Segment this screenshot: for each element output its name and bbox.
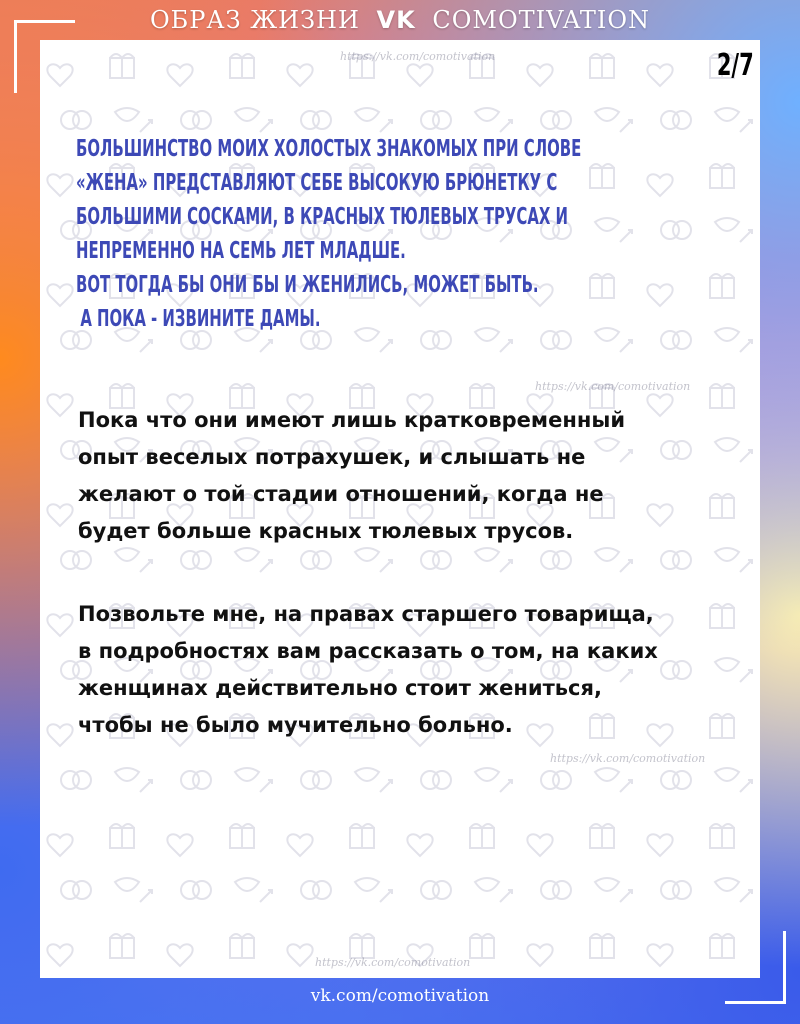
paragraph-line: в подробностях вам рассказать о том, на каких bbox=[78, 639, 658, 663]
paragraph-line: Позвольте мне, на правах старшего товарища, bbox=[78, 602, 654, 626]
brand-right-text: COMOTIVATION bbox=[432, 6, 651, 34]
paragraph-line: опыт веселых потрахушек, и слышать не bbox=[78, 445, 586, 469]
watermark-url: https://vk.com/comotivation bbox=[315, 956, 471, 969]
paragraph-1 bbox=[78, 402, 728, 550]
headline-line: А ПОКА - ИЗВИНИТЕ ДАМЫ. bbox=[80, 306, 321, 332]
headline-text bbox=[76, 132, 724, 336]
page-number: 2/7 bbox=[717, 48, 754, 83]
headline-line: НЕПРЕМЕННО НА СЕМЬ ЛЕТ МЛАДШЕ. bbox=[76, 238, 406, 264]
headline-line: БОЛЬШИМИ СОСКАМИ, В КРАСНЫХ ТЮЛЕВЫХ ТРУСАХ И bbox=[76, 204, 568, 230]
paragraph-line: женщинах действительно стоит жениться, bbox=[78, 676, 602, 700]
headline-line: ВОТ ТОГДА БЫ ОНИ БЫ И ЖЕНИЛИСЬ, МОЖЕТ БЫТЬ. bbox=[76, 272, 539, 298]
paragraph-line: Пока что они имеют лишь кратковременный bbox=[78, 408, 626, 432]
vk-logo-icon: VK bbox=[376, 6, 416, 34]
paragraph-line: желают о той стадии отношений, когда не bbox=[78, 482, 604, 506]
footer-link: vk.com/comotivation bbox=[310, 986, 490, 1006]
brand-header bbox=[0, 6, 800, 34]
content-card bbox=[40, 40, 760, 978]
headline-line: БОЛЬШИНСТВО МОИХ ХОЛОСТЫХ ЗНАКОМЫХ ПРИ СЛОВЕ bbox=[76, 136, 582, 162]
brand-left-text: ОБРАЗ ЖИЗНИ bbox=[149, 6, 360, 34]
watermark-url: https://vk.com/comotivation bbox=[535, 380, 691, 393]
paragraph-line: будет больше красных тюлевых трусов. bbox=[78, 519, 574, 543]
headline-line: «ЖЕНА» ПРЕДСТАВЛЯЮТ СЕБЕ ВЫСОКУЮ БРЮНЕТКУ С bbox=[76, 170, 558, 196]
watermark-url: https://vk.com/comotivation bbox=[550, 752, 706, 765]
paragraph-line: чтобы не было мучительно больно. bbox=[78, 713, 513, 737]
paragraph-2 bbox=[78, 596, 728, 744]
watermark-url: https://vk.com/comotivation bbox=[340, 50, 496, 63]
